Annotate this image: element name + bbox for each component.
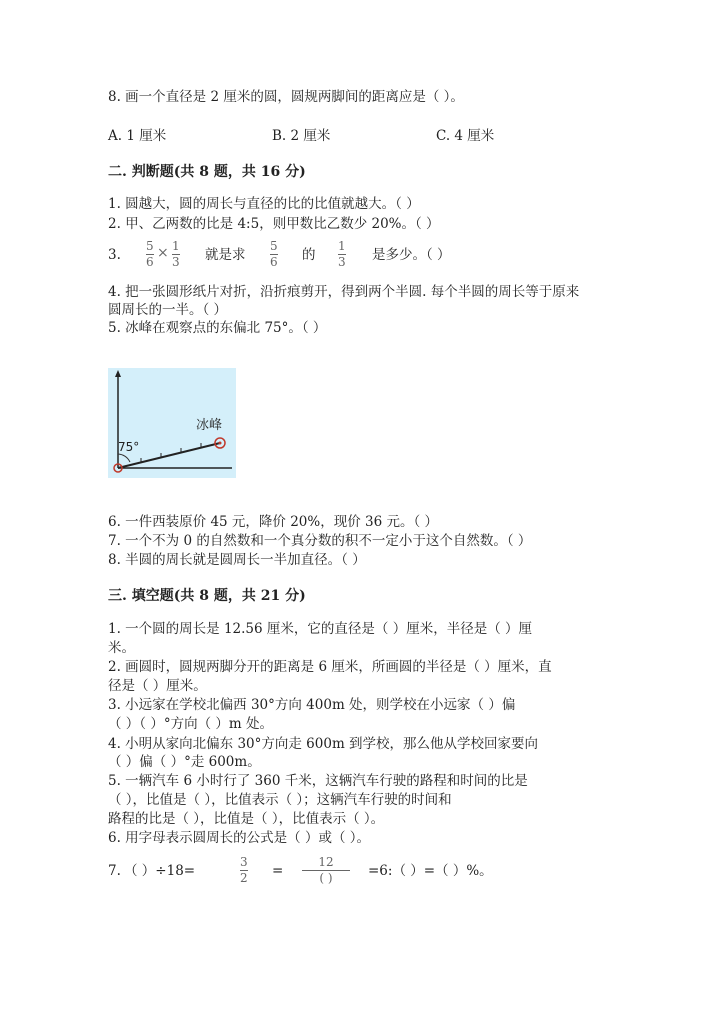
q8-option-c[interactable]: C. 4 厘米 [436, 128, 495, 144]
fraction-denominator: 6 [146, 255, 154, 269]
fill-q3-line2: （ ）（ ）°方向（ ）m 处。 [108, 716, 273, 732]
fill-q2-line1: 2. 画圆时，圆规两脚分开的距离是 6 厘米，所画圆的半径是（ ）厘米，直 [108, 659, 552, 675]
fraction-numerator: 5 [270, 239, 278, 253]
fill-q5-line3: 路程的比是（ ），比值是（ ），比值表示（ ）。 [108, 811, 385, 827]
judge-q1: 1. 圆越大，圆的周长与直径的比的比值就越大。（ ） [108, 196, 420, 212]
fill-q1-line1: 1. 一个圆的周长是 12.56 厘米，它的直径是（ ）厘米，半径是（ ）厘 [108, 621, 532, 637]
fill-q6: 6. 用字母表示圆周长的公式是（ ）或（ ）。 [108, 830, 371, 846]
judge-q3-tail: 是多少。（ ） [372, 247, 451, 263]
judge-q4-line2: 圆周长的一半。（ ） [108, 302, 228, 318]
peak-label: 冰峰 [196, 418, 223, 433]
fraction-1-3-a [172, 240, 180, 269]
section2-heading: 二. 判断题(共 8 题，共 16 分) [108, 164, 306, 180]
fill-q5-line1: 5. 一辆汽车 6 小时行了 360 千米，这辆汽车行驶的路程和时间的比是 [108, 773, 528, 789]
fraction-numerator: 12 [318, 855, 334, 869]
fill-q1-line2: 米。 [108, 640, 135, 656]
fill-q7-number: 7. [108, 863, 121, 879]
fraction-numerator: 5 [146, 239, 154, 253]
judge-q7: 7. 一个不为 0 的自然数和一个真分数的积不一定小于这个自然数。（ ） [108, 533, 532, 549]
fraction-denominator: 3 [338, 255, 346, 269]
section3-heading: 三. 填空题(共 8 题，共 21 分) [108, 588, 306, 604]
fraction-numerator: 1 [172, 239, 180, 253]
fill-q3-line1: 3. 小远家在学校北偏西 30°方向 400m 处，则学校在小远家（ ）偏 [108, 697, 516, 713]
judge-q3-mid1: 就是求 [205, 247, 246, 263]
judge-q8: 8. 半圆的周长就是圆周长一半加直径。（ ） [108, 552, 366, 568]
judge-q2: 2. 甲、乙两数的比是 4:5，则甲数比乙数少 20%。（ ） [108, 216, 440, 232]
fill-q7-part2: =6:（ ）=（ ）%。 [368, 863, 493, 879]
fill-q2-line2: 径是（ ）厘米。 [108, 678, 207, 694]
fraction-denominator: 2 [240, 871, 248, 885]
q8-text: 8. 画一个直径是 2 厘米的圆，圆规两脚间的距离应是（ ）。 [108, 89, 464, 105]
fraction-5-6-a [146, 240, 154, 269]
fraction-denominator: 6 [270, 255, 278, 269]
fill-q4-line1: 4. 小明从家向北偏东 30°方向走 600m 到学校，那么他从学校回家要向 [108, 736, 539, 752]
judge-q6: 6. 一件西装原价 45 元，降价 20%，现价 36 元。（ ） [108, 514, 439, 530]
angle-label: 75° [118, 440, 140, 454]
fraction-denominator-blank[interactable]: ( ) [319, 871, 333, 885]
fraction-12-blank [302, 856, 350, 885]
judge-q3-number: 3. [108, 247, 121, 263]
fraction-5-6-b [270, 240, 278, 269]
fill-q5-line2: （ ），比值是（ ），比值表示（ ）；这辆汽车行驶的时间和 [108, 792, 452, 808]
judge-q4-line1: 4. 把一张圆形纸片对折，沿折痕剪开，得到两个半圆. 每个半圆的周长等于原来 [108, 284, 580, 300]
judge-q3-mid2: 的 [302, 247, 316, 263]
fill-q7-part1: （ ）÷18= [124, 863, 196, 879]
peak-point-dot [219, 442, 222, 445]
fill-q7-equals: = [272, 863, 284, 879]
fraction-1-3-b [338, 240, 346, 269]
fraction-3-2 [240, 856, 248, 885]
q8-option-a[interactable]: A. 1 厘米 [108, 128, 167, 144]
fraction-numerator: 3 [240, 855, 248, 869]
fraction-denominator: 3 [172, 255, 180, 269]
fill-q4-line2: （ ）偏（ ）°走 600m。 [108, 754, 261, 770]
direction-diagram [108, 368, 236, 478]
times-sign: × [157, 245, 169, 261]
q8-option-b[interactable]: B. 2 厘米 [272, 128, 331, 144]
judge-q5: 5. 冰峰在观察点的东偏北 75°。（ ） [108, 320, 327, 336]
fraction-numerator: 1 [338, 239, 346, 253]
